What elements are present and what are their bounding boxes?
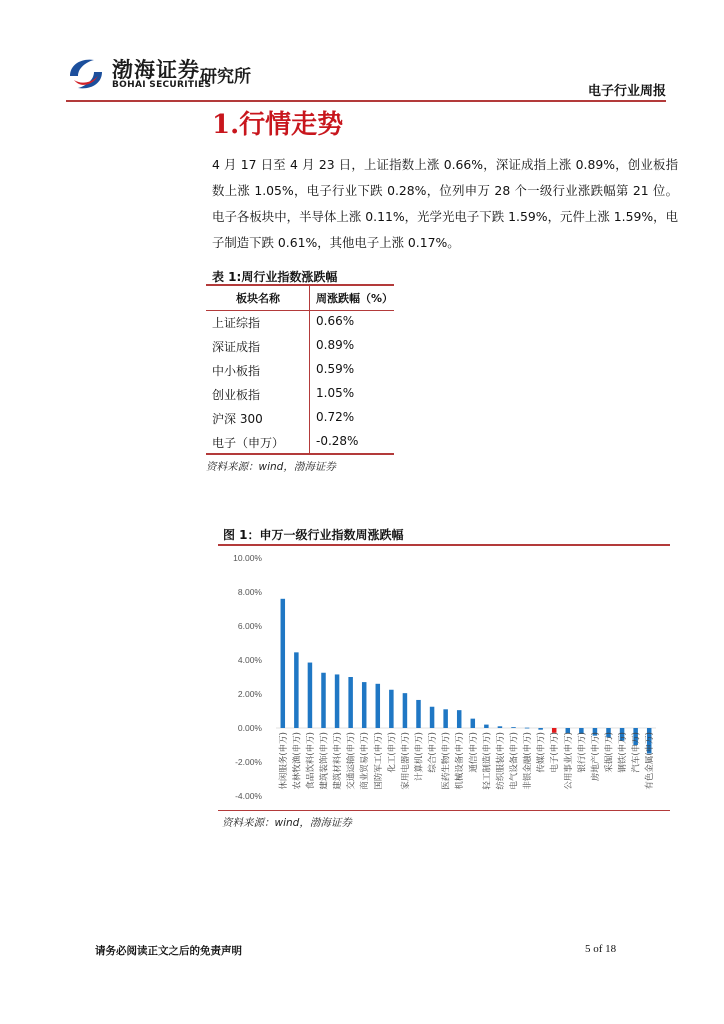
- paragraph-text: 4 月 17 日至 4 月 23 日，上证指数上涨 0.66%，深证成指上涨 0.89%，创业板指数上涨 1.05%，电子行业下跌 0.28%，位列申万 28 个一级行业涨跌幅第 21 位。电子各板块中，半导体上涨 0.11%，光学光电子下跌 1.59%，元件上涨 1.59%，电子制造下跌 0.61%，其他电子上涨 0.17%。: [212, 157, 678, 250]
- table-cell-name: 中小板指: [212, 364, 261, 378]
- category-label: 电子(申万): [550, 732, 561, 773]
- category-label: 综合(申万): [428, 732, 439, 773]
- category-label: 交通运输(申万): [346, 732, 357, 790]
- bohai-logo-icon: [66, 54, 106, 94]
- category-label: 医药生物(申万): [441, 732, 452, 790]
- bar: [443, 709, 448, 728]
- category-label: 国防军工(申万): [373, 732, 384, 790]
- y-tick-label: 8.00%: [237, 587, 262, 597]
- table-cell-name: 沪深 300: [212, 412, 263, 426]
- y-tick-label: -4.00%: [235, 791, 262, 801]
- table-source-note: 资料来源：wind，渤海证券: [206, 461, 336, 473]
- logo-english-name: BOHAI SECURITIES: [112, 80, 212, 90]
- figure-title: 图 1：申万一级行业指数周涨跌幅: [223, 528, 404, 542]
- bar: [362, 682, 367, 728]
- category-label: 休闲服务(申万): [278, 732, 289, 790]
- category-label: 建筑材料(申万): [333, 732, 344, 790]
- table-cell-value: 1.05%: [316, 386, 355, 400]
- table-header-rule: [206, 310, 394, 311]
- category-label: 计算机(申万): [414, 732, 425, 782]
- table-column-divider: [309, 286, 310, 453]
- bar: [538, 728, 543, 730]
- page-number: 5 of 18: [585, 943, 617, 955]
- category-label: 机械设备(申万): [455, 732, 466, 790]
- category-label: 非银金融(申万): [523, 732, 534, 790]
- category-label: 电气设备(申万): [509, 732, 520, 790]
- footer-disclaimer: 请务必阅读正文之后的免责声明: [95, 945, 242, 957]
- header-divider: [66, 100, 666, 102]
- industry-weekly-change-chart: [218, 546, 670, 808]
- y-tick-label: 2.00%: [237, 689, 262, 699]
- category-label: 轻工制造(申万): [482, 732, 493, 790]
- bar: [335, 674, 340, 728]
- y-tick-label: 6.00%: [237, 621, 262, 631]
- category-label: 房地产(申万): [590, 732, 601, 782]
- y-tick-label: 10.00%: [233, 553, 262, 563]
- category-label: 公用事业(申万): [563, 732, 574, 790]
- institute-label: 研究所: [200, 67, 251, 87]
- bar: [498, 726, 503, 728]
- bar: [471, 719, 476, 728]
- table-header-sector: 板块名称: [236, 292, 280, 305]
- category-label: 化工(申万): [387, 732, 398, 773]
- category-label: 采掘(申万): [604, 732, 615, 773]
- category-label: 纺织服装(申万): [495, 732, 506, 790]
- bar: [403, 693, 408, 728]
- bar: [457, 710, 462, 728]
- category-label: 有色金属(申万): [645, 732, 656, 790]
- table-cell-name: 创业板指: [212, 388, 261, 402]
- table-title: 表 1:周行业指数涨跌幅: [212, 270, 338, 284]
- bar: [321, 673, 326, 728]
- y-tick-label: -2.00%: [235, 757, 262, 767]
- table-cell-value: 0.59%: [316, 362, 355, 376]
- table-bottom-rule: [206, 453, 394, 455]
- table-cell-value: 0.66%: [316, 314, 355, 328]
- page-header: [0, 0, 724, 110]
- category-label: 通信(申万): [468, 732, 479, 773]
- category-label: 商业贸易(申万): [360, 732, 371, 790]
- bar: [484, 725, 489, 728]
- bar: [416, 700, 421, 728]
- figure-source-note: 资料来源：wind，渤海证券: [222, 817, 352, 829]
- y-tick-label: 0.00%: [237, 723, 262, 733]
- table-cell-value: -0.28%: [316, 434, 359, 448]
- category-label: 家用电器(申万): [400, 732, 411, 790]
- category-label: 汽车(申万): [631, 732, 642, 773]
- bar: [430, 707, 435, 728]
- category-label: 食品饮料(申万): [305, 732, 316, 790]
- section-title: 1.行情走势: [212, 110, 344, 140]
- bar: [389, 690, 394, 728]
- category-label: 农林牧渔(申万): [292, 732, 303, 790]
- table-cell-name: 上证综指: [212, 316, 261, 330]
- category-label: 传媒(申万): [536, 732, 547, 773]
- table-cell-value: 0.89%: [316, 338, 355, 352]
- bar: [376, 684, 381, 728]
- bar: [294, 652, 299, 728]
- y-tick-label: 4.00%: [237, 655, 262, 665]
- bar: [308, 663, 313, 728]
- logo-chinese-name: 渤海证券: [112, 57, 200, 82]
- figure-bottom-rule: [218, 810, 670, 811]
- table-top-rule: [206, 284, 394, 286]
- bar: [281, 599, 286, 728]
- table-cell-name: 电子（申万）: [212, 436, 285, 450]
- category-label: 钢铁(申万): [618, 732, 629, 773]
- table-cell-name: 深证成指: [212, 340, 261, 354]
- bar: [525, 728, 530, 729]
- category-label: 建筑装饰(申万): [319, 732, 330, 790]
- table-header-change: 周涨跌幅（%）: [316, 292, 394, 305]
- category-label: 银行(申万): [577, 732, 588, 773]
- report-type: 电子行业周报: [587, 84, 666, 99]
- bar: [348, 677, 353, 728]
- bar: [511, 727, 516, 728]
- market-summary-paragraph: [212, 152, 678, 256]
- table-cell-value: 0.72%: [316, 410, 355, 424]
